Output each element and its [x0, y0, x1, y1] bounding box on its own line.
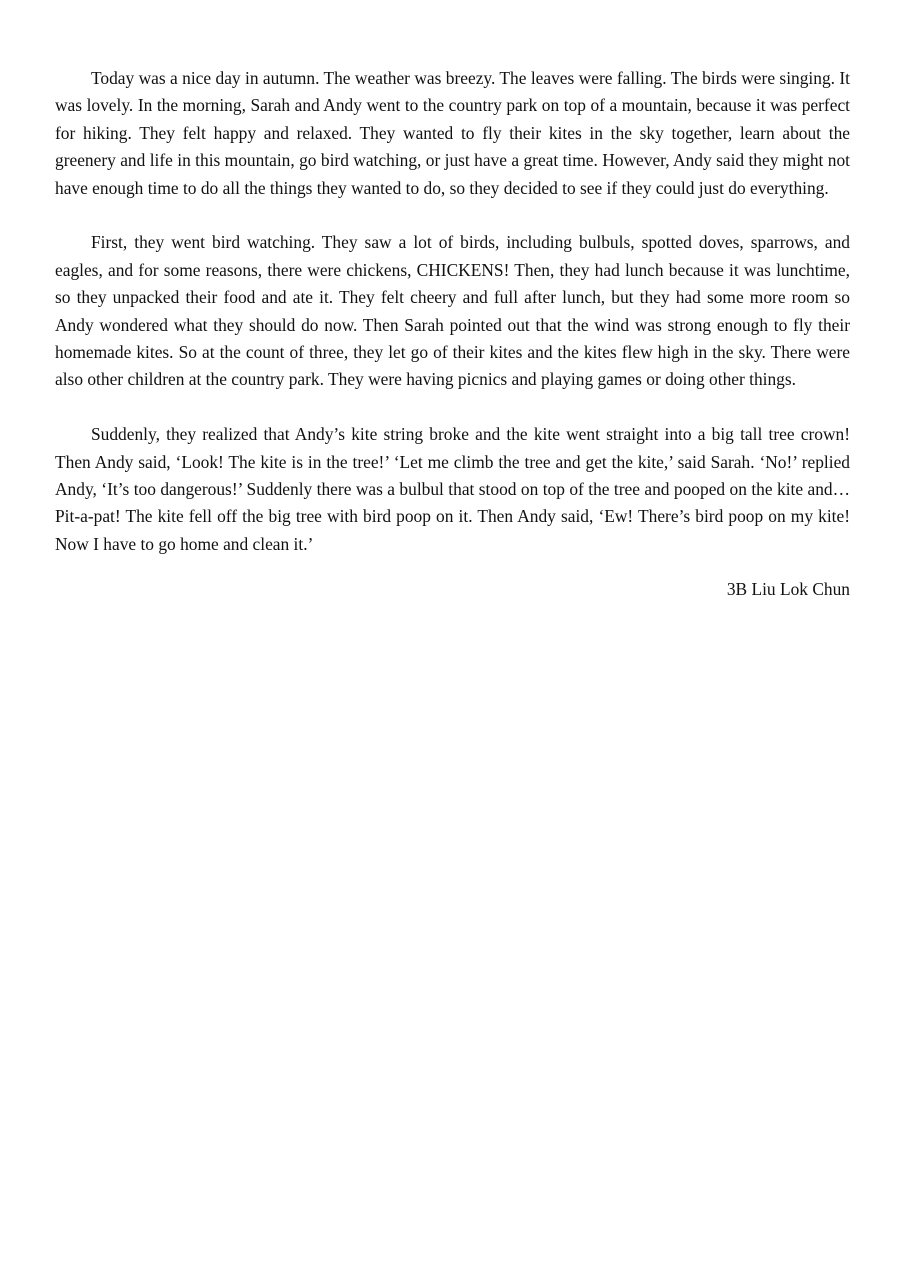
document-page [55, 65, 850, 604]
paragraph-1: Today was a nice day in autumn. The weather was breezy. The leaves were falling. The birds were singing. It was lovely. In the morning, Sarah and Andy went to the country park on top of a mountain, because it was perfect for hiking. They felt happy and relaxed. They wanted to fly their kites in the sky together, learn about the greenery and life in this mountain, go bird watching, or just have a great time. However, Andy said they might not have enough time to do all the things they wanted to do, so they decided to see if they could just do everything. [55, 68, 850, 198]
author-signature: 3B Liu Lok Chun [726, 579, 850, 600]
paragraph-2: First, they went bird watching. They saw a lot of birds, including bulbuls, spotted doves, sparrows, and eagles, and for some reasons, there were chickens, CHICKENS! Then, they had lunch because it was lunchtime, so they unpacked their food and ate it. They felt cheery and full after lunch, but they had some more room so Andy wondered what they should do now. Then Sarah pointed out that the wind was strong enough to fly their homemade kites. So at the count of three, they let go of their kites and the kites flew high in the sky. There were also other children at the country park. They were having picnics and playing games or doing other things. [55, 232, 850, 390]
paragraph-3: Suddenly, they realized that Andy’s kite string broke and the kite went straight into a big tall tree crown! Then Andy said, ‘Look! The kite is in the tree!’ ‘Let me climb the tree and get the kite,’ said Sarah. ‘No!’ replied Andy, ‘It’s too dangerous!’ Suddenly there was a bulbul that stood on top of the tree and pooped on the kite and…Pit-a-pat! The kite fell off the big tree with bird poop on it. Then Andy said, ‘Ew! There’s bird poop on my kite! Now I have to go home and clean it.’ [55, 424, 850, 554]
